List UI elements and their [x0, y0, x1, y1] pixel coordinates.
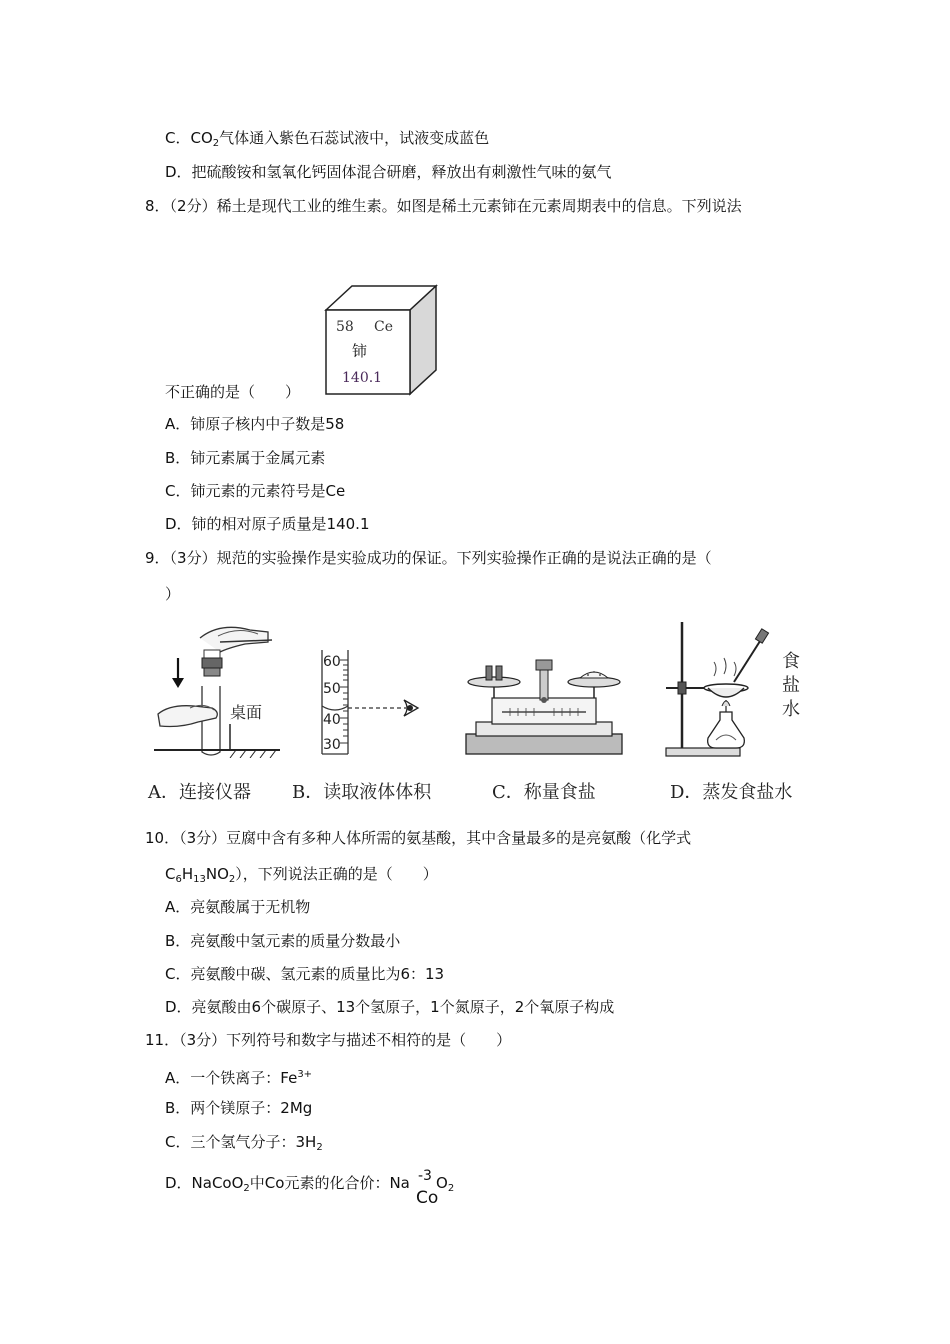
figure-d-caption: D．蒸发食盐水 — [670, 782, 793, 803]
cylinder-tick-60: 60 — [323, 654, 341, 670]
figure-a-caption: A．连接仪器 — [148, 782, 251, 803]
figure-b-graduated-cylinder — [318, 646, 428, 758]
q11-option-a: A．一个铁离子：$Fe^{3+}$ — [165, 1069, 313, 1087]
cylinder-tick-40: 40 — [323, 712, 341, 728]
q11-option-b: B．两个镁原子：2Mg — [165, 1099, 313, 1117]
q11-stem: 11．（3分）下列符号和数字与描述不相符的是（ ） — [145, 1031, 512, 1049]
cobalt-valence-notation — [398, 1168, 468, 1208]
figure-d-evaporation-setup — [660, 616, 780, 758]
q8-option-c: C．铈元素的元素符号是Ce — [165, 482, 346, 500]
figure-a-connecting-apparatus — [150, 618, 280, 758]
valence-value: -3 — [418, 1168, 432, 1184]
q8-option-b: B．铈元素属于金属元素 — [165, 449, 326, 467]
q8-stem: 8．（2分）稀土是现代工业的维生素。如图是稀土元素铈在元素周期表中的信息。下列说法 — [145, 197, 742, 215]
q8-option-d: D．铈的相对原子质量是140.1 — [165, 515, 370, 533]
q10-stem-continued: $C_6H_{13}NO_2$），下列说法正确的是（ ） — [165, 865, 438, 885]
q10-stem: 10．（3分）豆腐中含有多种人体所需的氨基酸，其中含量最多的是亮氨酸（化学式 — [145, 829, 692, 847]
q11-option-c: C．三个氢气分子：$3H_2$ — [165, 1133, 323, 1153]
q7-option-d: D．把硫酸铵和氢氧化钙固体混合研磨，释放出有刺激性气味的氨气 — [165, 163, 612, 181]
q9-stem-continued: ） — [165, 585, 181, 603]
element-mass: 140.1 — [342, 370, 383, 386]
q7-option-c: C．$CO_2$气体通入紫色石蕊试液中，试液变成蓝色 — [165, 129, 490, 149]
q8-stem-continued: 不正确的是（ ） — [165, 383, 301, 401]
element-number: 58 — [336, 319, 354, 335]
q11-option-d: D．NaCoO$_2$中Co元素的化合价：Na — [165, 1174, 410, 1194]
cylinder-tick-30: 30 — [323, 737, 341, 753]
q8-option-a: A．铈原子核内中子数是58 — [165, 415, 345, 433]
element-tile-figure — [324, 284, 440, 398]
figure-a-desk-label: 桌面 — [230, 703, 263, 722]
oxygen-symbol: $O_2$ — [436, 1174, 455, 1194]
figure-b-caption: B．读取液体体积 — [292, 782, 432, 803]
element-name: 铈 — [352, 342, 368, 360]
cobalt-symbol: Co — [416, 1188, 439, 1208]
cylinder-tick-50: 50 — [323, 681, 341, 697]
q10-option-b: B．亮氨酸中氢元素的质量分数最小 — [165, 932, 401, 950]
figure-c-caption: C．称量食盐 — [492, 782, 596, 803]
q9-stem: 9．（3分）规范的实验操作是实验成功的保证。下列实验操作正确的是说法正确的是（ — [145, 549, 712, 567]
element-symbol: Ce — [374, 319, 393, 335]
figure-c-balance-scale — [462, 656, 626, 758]
leucine-formula: $C_6H_{13}NO_2$ — [165, 865, 236, 885]
figure-d-salt-water-label: 食 盐 水 — [782, 651, 800, 720]
q10-option-d: D．亮氨酸由6个碳原子、13个氢原子，1个氮原子，2个氧原子构成 — [165, 998, 615, 1016]
q10-option-c: C．亮氨酸中碳、氢元素的质量比为6：13 — [165, 965, 445, 983]
q10-option-a: A．亮氨酸属于无机物 — [165, 898, 311, 916]
